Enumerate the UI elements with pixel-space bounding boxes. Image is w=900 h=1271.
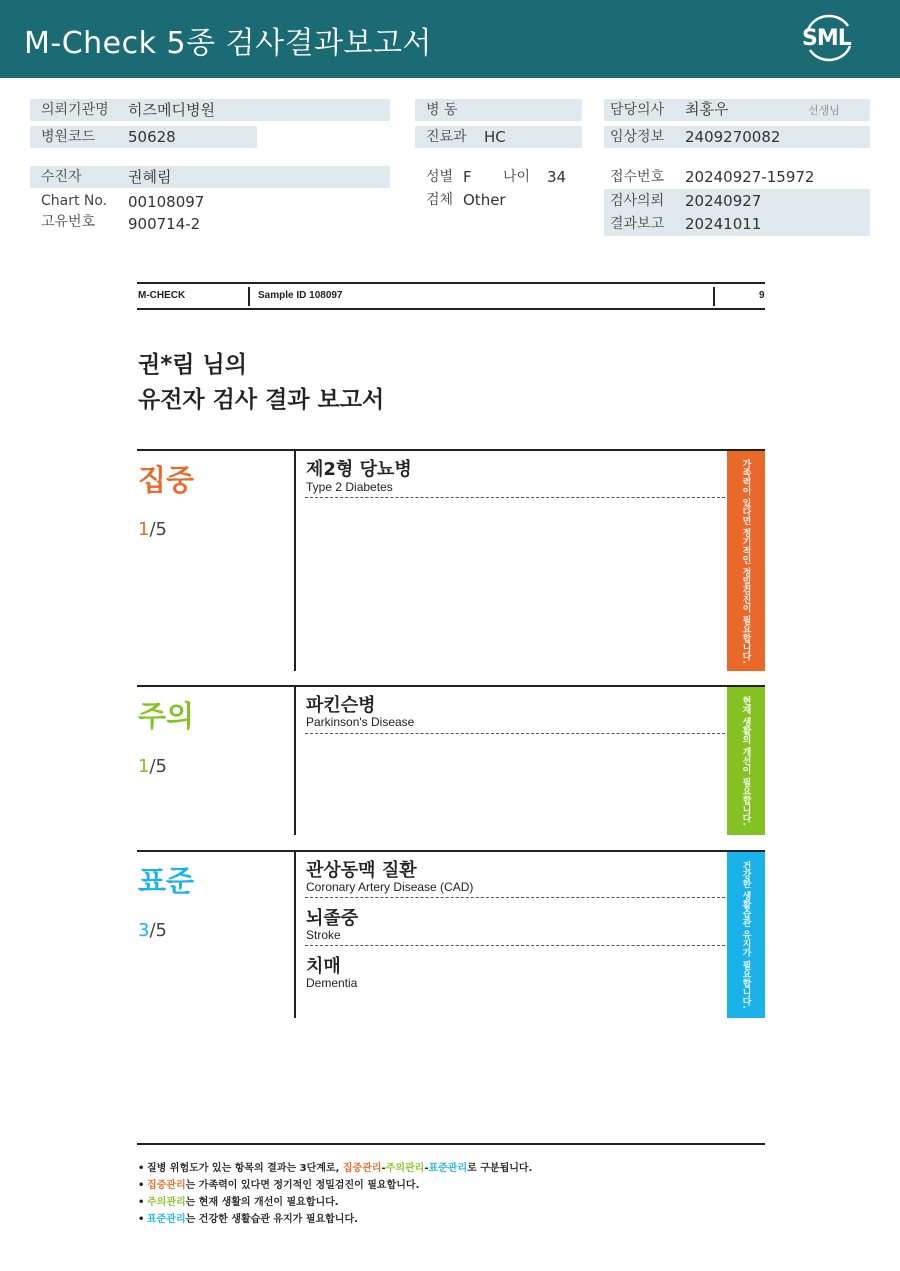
- bullet-icon: •: [138, 1163, 145, 1174]
- note-text: -: [381, 1163, 386, 1174]
- disease-separator: [305, 945, 725, 946]
- caution-keyword: 주의관리: [147, 1197, 186, 1208]
- department-value: HC: [484, 128, 506, 146]
- ward-label: 병 동: [426, 102, 458, 118]
- report-header-bar: [0, 0, 900, 78]
- doctor-label: 담당의사: [610, 102, 665, 118]
- chart-no-value: 00108097: [128, 193, 205, 211]
- result-date-value: 20241011: [685, 215, 762, 233]
- count-total: /5: [149, 920, 167, 941]
- disease-name-ko: 치매: [306, 956, 341, 977]
- disease-name-ko: 뇌졸중: [306, 908, 359, 929]
- chart-no-label: Chart No.: [41, 193, 108, 209]
- category-count: [138, 756, 167, 777]
- category-side-bar: [727, 687, 765, 835]
- legend-note: [138, 1211, 532, 1228]
- age-label: 나이: [503, 169, 531, 185]
- note-text: 질병 위험도가 있는 항목의 결과는 3단계로,: [147, 1163, 343, 1174]
- legend-note: [138, 1177, 532, 1194]
- hospital-code-value: 50628: [128, 128, 176, 146]
- patient-value: 권혜림: [128, 168, 172, 186]
- note-text: -: [424, 1163, 429, 1174]
- disease-name-en: Coronary Artery Disease (CAD): [306, 880, 474, 894]
- category-rule: [137, 850, 765, 852]
- report-heading: 유전자 검사 결과 보고서: [138, 387, 385, 413]
- disease-separator: [305, 897, 725, 898]
- caution-keyword: 주의관리: [385, 1163, 425, 1174]
- hospital-code-label: 병원코드: [41, 129, 96, 145]
- clinical-info-value: 2409270082: [685, 128, 781, 146]
- header-divider: [248, 287, 250, 306]
- category-rule: [137, 685, 765, 687]
- category-name: 집중: [138, 463, 195, 497]
- institution-value: 히즈메디병원: [128, 101, 215, 119]
- side-bar-text: 건강한 생활습관 유지가 필요합니다.: [740, 861, 751, 1009]
- unique-no-label: 고유번호: [41, 214, 96, 230]
- page-number: 9: [759, 290, 765, 301]
- note-text: 로 구분됩니다.: [467, 1163, 533, 1174]
- report-header-rule: [137, 308, 765, 310]
- legend-notes: [138, 1160, 532, 1228]
- doctor-suffix: 선생님: [808, 104, 840, 117]
- disease-name-en: Dementia: [306, 976, 358, 990]
- receipt-no-label: 접수번호: [610, 169, 665, 185]
- logo-text: SML: [802, 26, 851, 51]
- patient-label: 수진자: [41, 169, 82, 185]
- sample-id: Sample ID 108097: [258, 290, 343, 301]
- side-bar-text: 현재 생활의 개선이 필요합니다.: [740, 696, 751, 826]
- specimen-label: 검체: [426, 192, 454, 208]
- count-total: /5: [149, 756, 167, 777]
- result-date-label: 결과보고: [610, 216, 665, 232]
- count-total: /5: [149, 519, 167, 540]
- focus-keyword: 집중관리: [147, 1180, 186, 1191]
- category-side-bar: [727, 852, 765, 1018]
- bullet-icon: •: [138, 1180, 145, 1191]
- count-value: 1: [138, 756, 150, 777]
- category-count: [138, 920, 167, 941]
- category-name: 주의: [138, 699, 195, 733]
- category-divider: [294, 852, 296, 1018]
- category-side-bar: [727, 451, 765, 671]
- clinical-info-label: 임상정보: [610, 129, 665, 145]
- unique-no-value: 900714-2: [128, 215, 201, 233]
- category-divider: [294, 687, 296, 835]
- category-divider: [294, 451, 296, 671]
- bullet-icon: •: [138, 1197, 145, 1208]
- doctor-value: 최홍우: [685, 100, 729, 118]
- report-title: M-Check 5종 검사결과보고서: [24, 26, 432, 61]
- count-value: 1: [138, 519, 150, 540]
- disease-name-ko: 제2형 당뇨병: [306, 459, 412, 480]
- greeting-name: 권*림 님의: [138, 352, 247, 378]
- category-name: 표준: [138, 864, 195, 898]
- report-brand: M-CHECK: [138, 290, 186, 301]
- request-date-label: 검사의뢰: [610, 193, 665, 209]
- department-label: 진료과: [426, 129, 467, 145]
- request-date-value: 20240927: [685, 192, 762, 210]
- category-count: [138, 519, 167, 540]
- footer-rule: [137, 1143, 765, 1145]
- standard-keyword: 표준관리: [147, 1214, 186, 1225]
- disease-name-en: Type 2 Diabetes: [306, 480, 393, 494]
- institution-label: 의뢰기관명: [41, 102, 109, 118]
- disease-name-en: Parkinson's Disease: [306, 715, 415, 729]
- bullet-icon: •: [138, 1214, 145, 1225]
- sml-logo: [800, 12, 856, 64]
- side-bar-text: 가족력이 있다면 정기적인 정밀검진이 필요합니다.: [740, 458, 751, 664]
- note-text: 는 건강한 생활습관 유지가 필요합니다.: [185, 1214, 358, 1225]
- category-rule: [137, 449, 765, 451]
- disease-separator: [305, 497, 725, 498]
- receipt-no-value: 20240927-15972: [685, 168, 815, 186]
- sex-label: 성별: [426, 169, 454, 185]
- header-divider: [713, 287, 715, 306]
- disease-name-en: Stroke: [306, 928, 341, 942]
- focus-keyword: 집중관리: [342, 1163, 382, 1174]
- disease-name-ko: 파킨슨병: [306, 695, 376, 716]
- standard-keyword: 표준관리: [428, 1163, 468, 1174]
- legend-note: [138, 1160, 532, 1177]
- disease-separator: [305, 733, 725, 734]
- note-text: 는 현재 생활의 개선이 필요합니다.: [185, 1197, 339, 1208]
- legend-note: [138, 1194, 532, 1211]
- disease-name-ko: 관상동맥 질환: [306, 860, 417, 881]
- count-value: 3: [138, 920, 150, 941]
- specimen-value: Other: [463, 191, 506, 209]
- info-pill: [30, 166, 390, 188]
- report-top-rule: [137, 282, 765, 284]
- note-text: 는 가족력이 있다면 정기적인 정밀검진이 필요합니다.: [185, 1180, 420, 1191]
- age-value: 34: [547, 168, 567, 186]
- sex-value: F: [463, 168, 472, 186]
